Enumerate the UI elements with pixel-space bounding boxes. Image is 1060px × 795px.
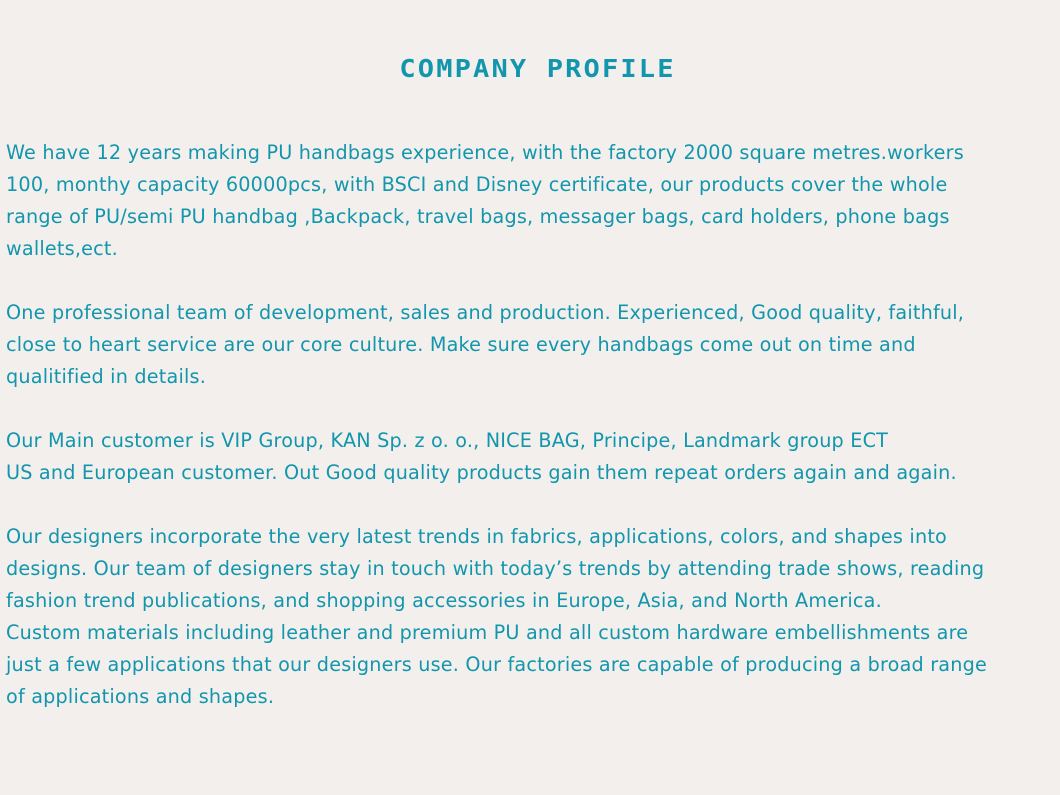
paragraph-materials: Custom materials including leather and premium PU and all custom hardware embellishments are just a few applications that our designers use. Our factories are capable of producing a broad range of applications and shapes. [6, 621, 988, 708]
paragraph-experience: We have 12 years making PU handbags experience, with the factory 2000 square metres.workers 100, monthy capacity 60000pcs, with BSCI and Disney certificate, our products cover the whole range of PU/semi PU handbag ,Backpack, travel bags, messager bags, card holders, phone bags wallets,ect. [6, 141, 964, 260]
paragraph-designers: Our designers incorporate the very latest trends in fabrics, applications, colors, and shapes into designs. Our team of designers stay in touch with today’s trends by attending trade shows, reading fashion trend publications, and shopping accessories in Europe, Asia, and North America. [6, 525, 985, 612]
paragraph-team: One professional team of development, sales and production. Experienced, Good quality, faithful, close to heart service are our core culture. Make sure every handbags come out on time and qualitified in details. [6, 301, 965, 388]
page-title: COMPANY PROFILE [399, 54, 676, 83]
paragraph-customers: Our Main customer is VIP Group, KAN Sp. z o. o., NICE BAG, Principe, Landmark group ECT US and European customer. Out Good quality products gain them repeat orders again and again. [6, 429, 957, 484]
profile-body [6, 137, 1051, 745]
